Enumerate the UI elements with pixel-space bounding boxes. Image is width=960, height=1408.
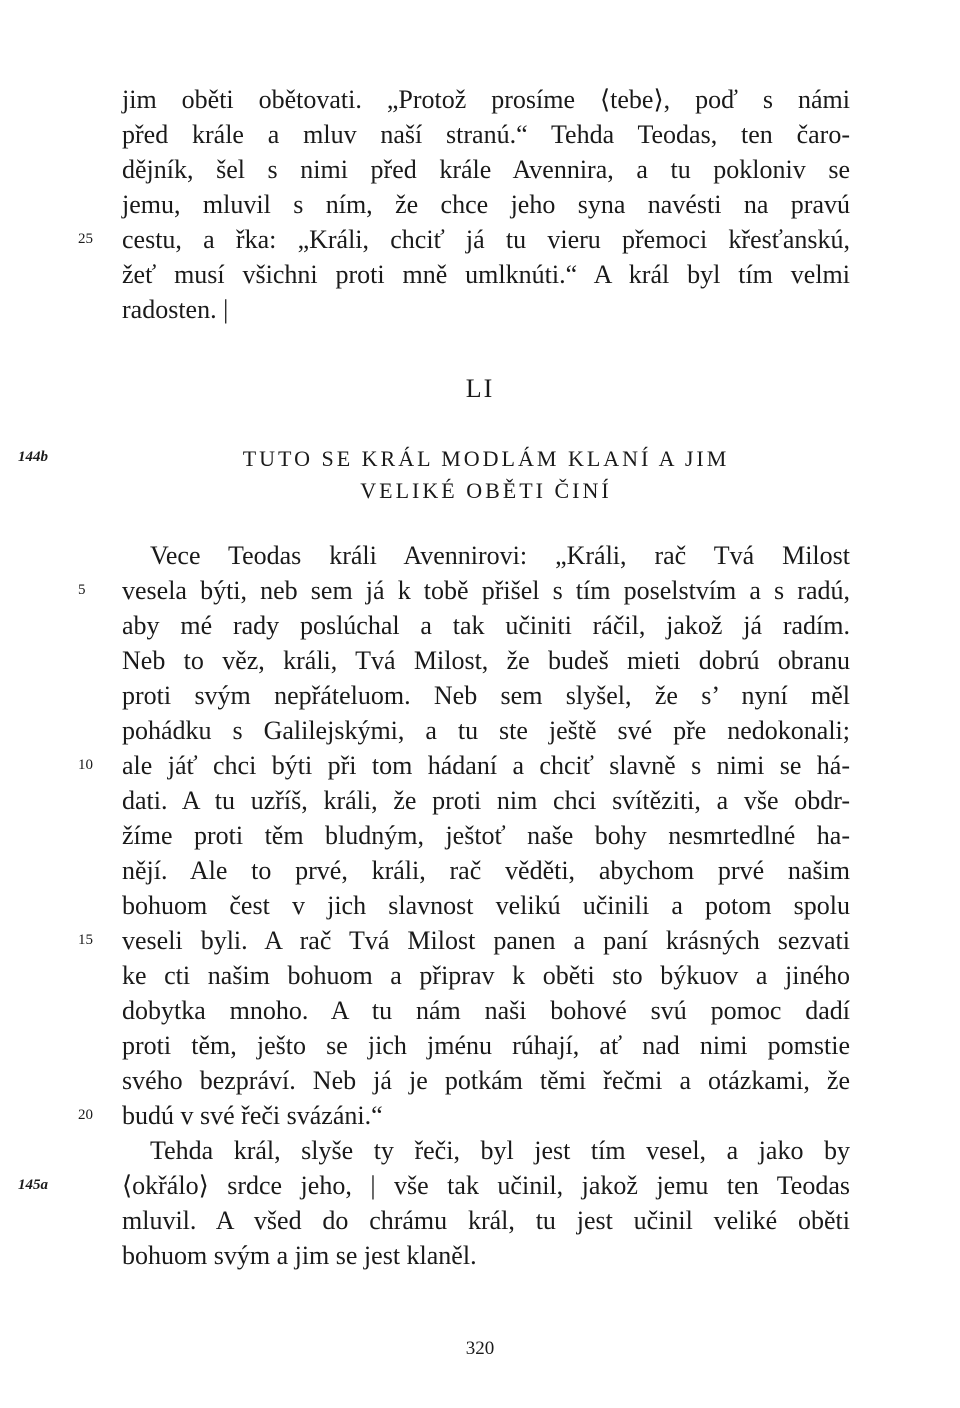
text-line: mluvil. A všed do chrámu král, tu jest učinil veliké oběti xyxy=(122,1206,850,1235)
page-number: 320 xyxy=(465,1338,495,1359)
chapter-number: LI xyxy=(465,374,495,403)
text-line: proti svým nepřáteluom. Neb sem slyšel, že s’ nyní měl xyxy=(122,681,850,710)
text-line: žíme proti těm bludným, ještoť naše bohy nesmrtedlné ha- xyxy=(122,821,850,850)
text-line: svého bezpráví. Neb já je potkám těmi řečmi a otázkami, že xyxy=(122,1066,850,1095)
text-line: dějník, šel s nimi před krále Avennira, a tu pokloniv se xyxy=(122,155,850,184)
text-line: pohádku s Galilejskými, a tu ste ještě své pře nedokonali; xyxy=(122,716,850,745)
text-line: cestu, a řka: „Králi, chciť já tu vieru přemoci křesťanskú, xyxy=(122,225,850,254)
text-line: veseli byli. A rač Tvá Milost panen a paní krásných sezvati xyxy=(122,926,850,955)
line-number: 5 xyxy=(78,582,86,598)
line-number: 25 xyxy=(78,231,93,247)
line-number: 15 xyxy=(78,932,93,948)
text-line: Tehda král, slyše ty řeči, byl jest tím vesel, a jako by xyxy=(150,1136,850,1165)
chapter-heading-line: VELIKÉ OBĚTI ČINÍ xyxy=(360,478,612,503)
text-line: radosten. | xyxy=(122,295,229,324)
text-line: Neb to věz, králi, Tvá Milost, že budeš mieti dobrú obranu xyxy=(122,646,850,675)
text-line: jemu, mluvil s ním, že chce jeho syna navésti na pravú xyxy=(122,190,850,219)
text-line: před krále a mluv naší stranú.“ Tehda Teodas, ten čaro- xyxy=(122,120,850,149)
text-line: bohuom svým a jim se jest klaněl. xyxy=(122,1241,477,1270)
text-line: žeť musí všichni proti mně umlknúti.“ A král byl tím velmi xyxy=(122,260,850,289)
line-number: 20 xyxy=(78,1107,93,1123)
text-line: ale jáť chci býti při tom hádaní a chciť slavně s nimi se há- xyxy=(122,751,850,780)
text-line: budú v své řeči svázáni.“ xyxy=(122,1101,383,1130)
text-line: ⟨okřálo⟩ srdce jeho, | vše tak učinil, jakož jemu ten Teodas xyxy=(122,1171,850,1200)
text-line: nějí. Ale to prvé, králi, rač věděti, abychom prvé našim xyxy=(122,856,850,885)
text-line: bohuom čest v jich slavnost velikú učinili a potom spolu xyxy=(122,891,850,920)
text-line: proti těm, ješto se jich jménu rúhají, ať nad nimi pomstie xyxy=(122,1031,850,1060)
text-line: aby mé rady poslúchal a tak učiniti ráčil, jakož já radím. xyxy=(122,611,850,640)
line-number: 10 xyxy=(78,757,93,773)
text-line: dobytka mnoho. A tu nám naši bohové svú pomoc dadí xyxy=(122,996,850,1025)
folio-marker: 144b xyxy=(18,449,48,465)
text-line: dati. A tu uzříš, králi, že proti nim chci svítěziti, a vše obdr- xyxy=(122,786,850,815)
text-line: jim oběti obětovati. „Protož prosíme ⟨tebe⟩, poď s námi xyxy=(122,85,850,114)
folio-marker: 145a xyxy=(18,1177,48,1193)
text-line: vesela býti, neb sem já k tobě přišel s tím poselstvím a s radú, xyxy=(122,576,850,605)
text-line: ke cti našim bohuom a připrav k oběti sto býkuov a jiného xyxy=(122,961,850,990)
text-line: Vece Teodas králi Avennirovi: „Králi, rač Tvá Milost xyxy=(150,541,850,570)
chapter-heading-line: TUTO SE KRÁL MODLÁM KLANÍ A JIM xyxy=(242,446,730,471)
